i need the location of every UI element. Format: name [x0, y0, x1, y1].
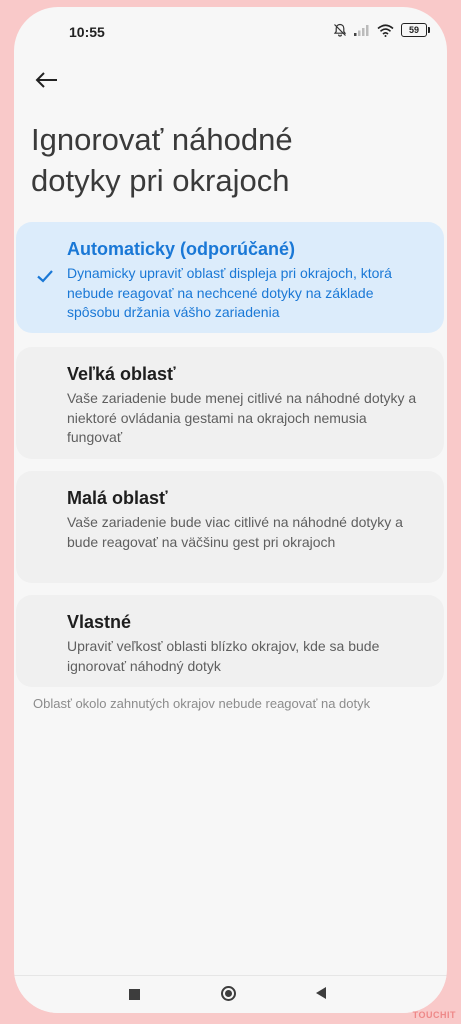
option-title: Malá oblasť — [67, 488, 168, 508]
checkmark-icon — [35, 266, 55, 286]
option-description: Vaše zariadenie bude menej citlivé na náhodné dotyky a niektoré ovládania gestami na okrajoch nemusia fungovať — [67, 390, 417, 445]
option-automatic[interactable] — [16, 222, 444, 333]
option-description: Dynamicky upraviť oblasť displeja pri okrajoch, ktorá nebude reagovať na nechcené dotyky na základe spôsobu držania vášho zariadenia — [67, 265, 392, 320]
phone-screen — [14, 7, 447, 1013]
status-bar — [14, 7, 447, 57]
page-title — [31, 119, 411, 201]
page-title-line2: dotyky pri okrajoch — [31, 163, 290, 198]
back-triangle-icon[interactable] — [316, 987, 326, 999]
option-description: Vaše zariadenie bude viac citlivé na náhodné dotyky a bude reagovať na väčšinu gest pri okrajoch — [67, 514, 403, 550]
option-custom[interactable] — [16, 595, 444, 687]
signal-icon — [354, 24, 370, 36]
page-title-line1: Ignorovať náhodné — [31, 122, 293, 157]
bell-off-icon — [333, 23, 347, 37]
battery-icon — [401, 23, 427, 37]
watermark-logo: TOUCHIT — [412, 1010, 456, 1020]
option-description: Upraviť veľkosť oblasti blízko okrajov, kde sa bude ignorovať náhodný dotyk — [67, 638, 380, 674]
arrow-left-icon[interactable] — [32, 65, 62, 95]
navigation-bar — [14, 975, 447, 1013]
option-small-area[interactable] — [16, 471, 444, 583]
option-title: Veľká oblasť — [67, 364, 176, 384]
wifi-icon — [377, 24, 394, 37]
battery-level: 59 — [408, 25, 419, 35]
footnote: Oblasť okolo zahnutých okrajov nebude reagovať na dotyk — [33, 696, 371, 711]
option-large-area[interactable] — [16, 347, 444, 459]
recents-square-icon[interactable] — [129, 989, 140, 1000]
status-icons — [333, 23, 427, 37]
status-time: 10:55 — [69, 24, 105, 40]
option-title: Automaticky (odporúčané) — [67, 239, 296, 259]
option-title: Vlastné — [67, 612, 132, 632]
home-circle-icon[interactable] — [221, 986, 236, 1001]
